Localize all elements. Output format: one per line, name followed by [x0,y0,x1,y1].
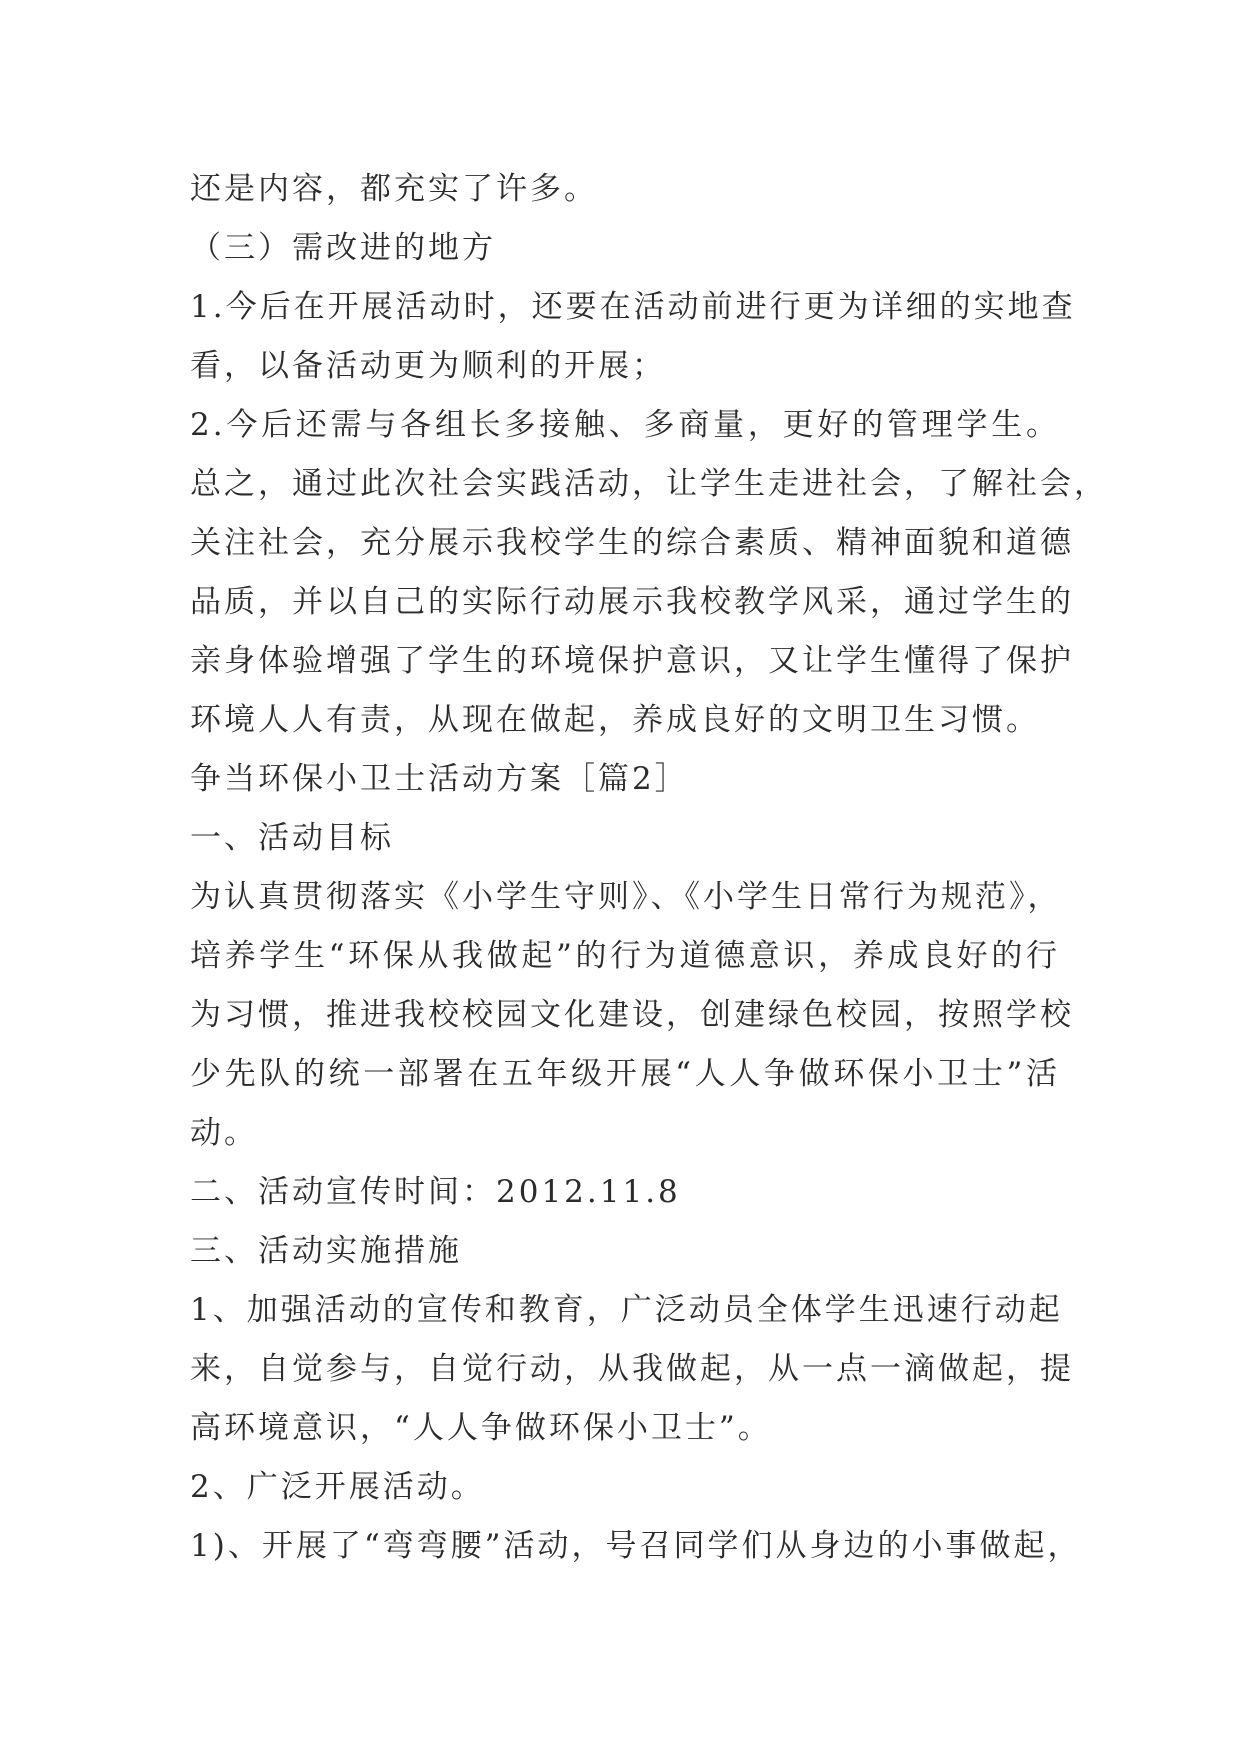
section-heading: 二、活动宣传时间：2012.11.8 [190,1174,681,1210]
text-line: 看，以备活动更为顺利的开展； [190,348,666,384]
text-line: 还是内容，都充实了许多。 [190,171,598,207]
section-heading: 三、活动实施措施 [190,1233,462,1269]
text-line: 2、广泛开展活动。 [190,1469,485,1505]
text-line: 品质，并以自己的实际行动展示我校教学风采，通过学生的 [190,584,1074,620]
text-line: 2.今后还需与各组长多接触、多商量，更好的管理学生。 [190,407,1060,443]
text-line: 1、加强活动的宣传和教育，广泛动员全体学生迅速行动起 [190,1292,1063,1328]
text-line: 亲身体验增强了学生的环境保护意识，又让学生懂得了保护 [190,643,1074,679]
document-title: 争当环保小卫士活动方案［篇2］ [190,761,689,797]
document-body [190,160,1108,1576]
text-line: 为认真贯彻落实《小学生守则》、《小学生日常行为规范》， [190,879,1062,915]
text-line: 1.今后在开展活动时，还要在活动前进行更为详细的实地查 [190,289,1076,325]
text-line: 1)、开展了“弯弯腰”活动，号召同学们从身边的小事做起， [190,1528,1082,1564]
text-line: 总之，通过此次社会实践活动，让学生走进社会，了解社会， [190,466,1108,502]
text-line: 环境人人有责，从现在做起，养成良好的文明卫生习惯。 [190,702,1040,738]
section-heading: 一、活动目标 [190,820,394,856]
section-heading: （三）需改进的地方 [190,230,496,266]
text-line: 动。 [190,1115,258,1151]
text-line: 高环境意识，“人人争做环保小卫士”。 [190,1410,772,1446]
text-line: 为习惯，推进我校校园文化建设，创建绿色校园，按照学校 [190,997,1074,1033]
text-line: 来，自觉参与，自觉行动，从我做起，从一点一滴做起，提 [190,1351,1074,1387]
text-line: 关注社会，充分展示我校学生的综合素质、精神面貌和道德 [190,525,1074,561]
text-line: 培养学生“环保从我做起”的行为道德意识，养成良好的行 [190,938,1060,974]
text-line: 少先队的统一部署在五年级开展“人人争做环保小卫士”活 [190,1056,1060,1092]
